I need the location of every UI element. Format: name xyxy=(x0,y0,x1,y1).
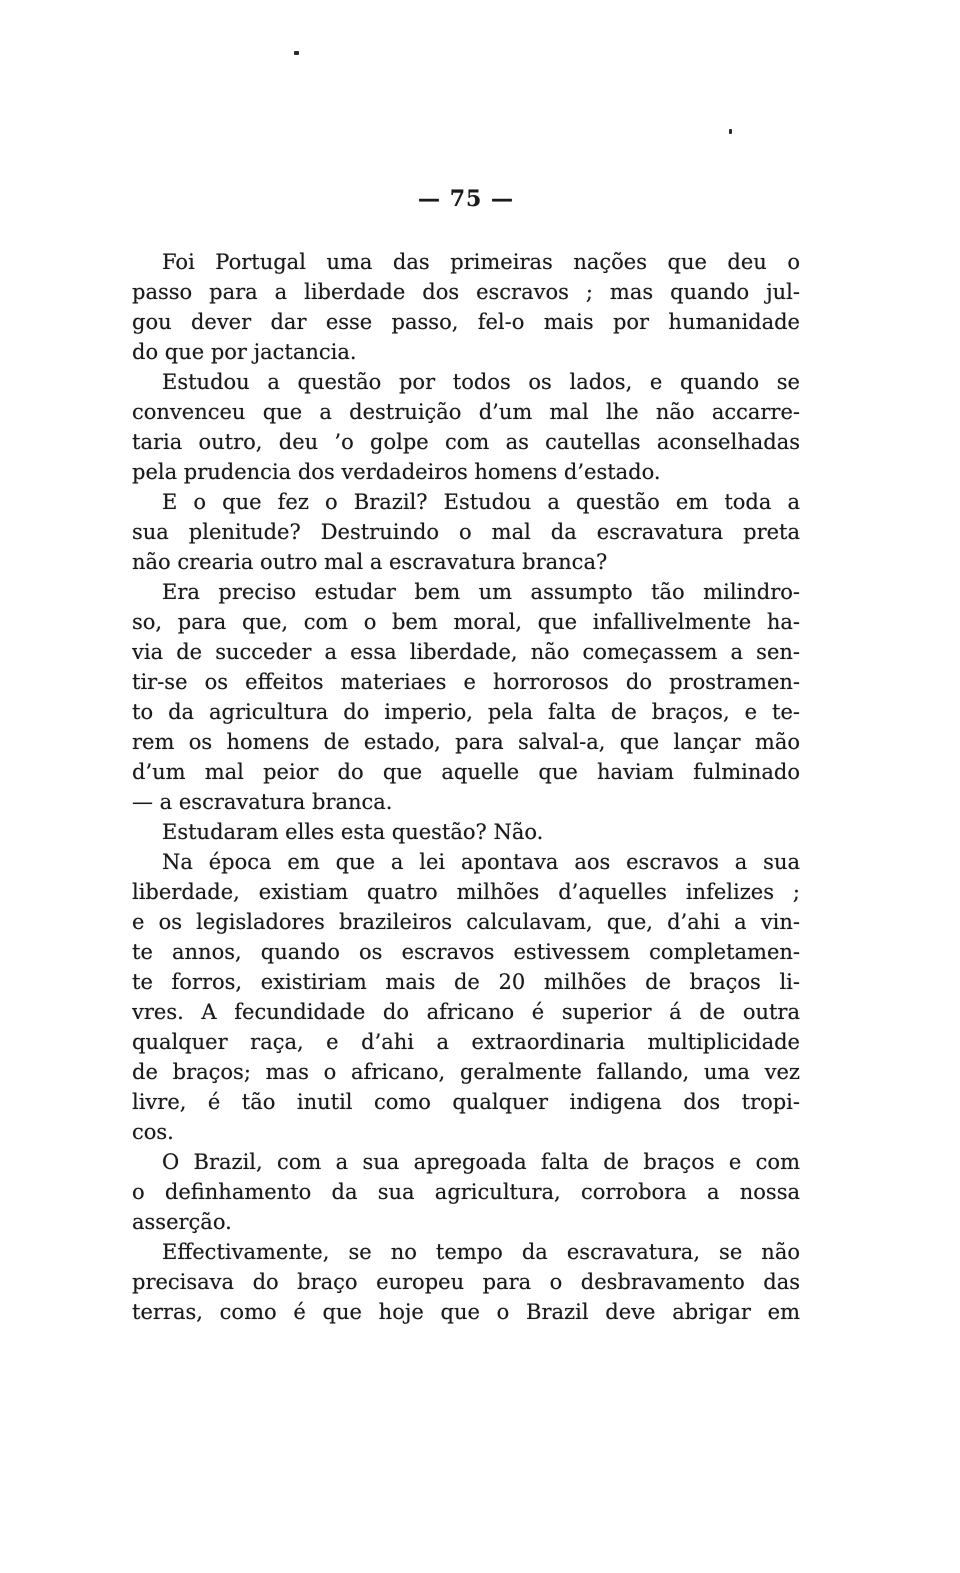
text-line: taria outro, deu ’o golpe com as cautellas aconselhadas xyxy=(132,430,800,454)
text-line: Na época em que a lei apontava aos escravos a sua xyxy=(162,850,800,874)
text-line: pela prudencia dos verdadeiros homens d’estado. xyxy=(132,460,661,484)
text-line: te annos, quando os escravos estivessem completamen- xyxy=(132,940,800,964)
text-line: cos. xyxy=(132,1120,174,1144)
text-line: e os legisladores brazileiros calculavam, que, d’ahi a vin- xyxy=(132,910,800,934)
text-line: so, para que, com o bem moral, que infallivelmente ha- xyxy=(132,610,800,634)
paragraph xyxy=(132,1237,800,1327)
text-line: Estudou a questão por todos os lados, e quando se xyxy=(162,370,800,394)
text-line: E o que fez o Brazil? Estudou a questão em toda a xyxy=(162,490,800,514)
text-line: via de succeder a essa liberdade, não começassem a sen- xyxy=(132,640,800,664)
text-line: terras, como é que hoje que o Brazil deve abrigar em xyxy=(132,1300,800,1324)
text-line: asserção. xyxy=(132,1210,232,1234)
text-line: to da agricultura do imperio, pela falta de braços, e te- xyxy=(132,700,800,724)
paragraph xyxy=(132,367,800,487)
text-line: O Brazil, com a sua apregoada falta de braços e com xyxy=(162,1150,800,1174)
page-number: — 75 — xyxy=(418,186,514,212)
text-line: passo para a liberdade dos escravos ; mas quando jul- xyxy=(132,280,800,304)
paragraph xyxy=(132,247,800,367)
scan-speck xyxy=(294,51,299,55)
text-line: precisava do braço europeu para o desbravamento das xyxy=(132,1270,800,1294)
text-line: vres. A fecundidade do africano é superior á de outra xyxy=(132,1000,800,1024)
text-line: — a escravatura branca. xyxy=(132,790,393,814)
text-line: do que por jactancia. xyxy=(132,340,357,364)
text-line: Estudaram elles esta questão? Não. xyxy=(162,820,544,844)
paragraph xyxy=(132,577,800,817)
page-text xyxy=(132,247,800,1327)
text-line: d’um mal peior do que aquelle que haviam fulminado xyxy=(132,760,800,784)
text-line: te forros, existiriam mais de 20 milhões de braços li- xyxy=(132,970,800,994)
text-line: gou dever dar esse passo, fel-o mais por humanidade xyxy=(132,310,800,334)
text-line: de braços; mas o africano, geralmente fallando, uma vez xyxy=(132,1060,800,1084)
text-line: Era preciso estudar bem um assumpto tão milindro- xyxy=(162,580,800,604)
paragraph xyxy=(132,487,800,577)
text-line: qualquer raça, e d’ahi a extraordinaria multiplicidade xyxy=(132,1030,800,1054)
text-line: o definhamento da sua agricultura, corrobora a nossa xyxy=(132,1180,800,1204)
text-line: não crearia outro mal a escravatura branca? xyxy=(132,550,608,574)
text-line: tir-se os effeitos materiaes e horrorosos do prostramen- xyxy=(132,670,800,694)
paragraph xyxy=(132,817,800,847)
text-line: Foi Portugal uma das primeiras nações que deu o xyxy=(162,250,800,274)
text-line: livre, é tão inutil como qualquer indigena dos tropi- xyxy=(132,1090,800,1114)
text-line: sua plenitude? Destruindo o mal da escravatura preta xyxy=(132,520,800,544)
text-line: convenceu que a destruição d’um mal lhe não accarre- xyxy=(132,400,800,424)
text-line: liberdade, existiam quatro milhões d’aquelles infelizes ; xyxy=(132,880,800,904)
text-line: rem os homens de estado, para salval-a, que lançar mão xyxy=(132,730,800,754)
scan-speck xyxy=(729,129,732,134)
paragraph xyxy=(132,847,800,1147)
paragraph xyxy=(132,1147,800,1237)
text-line: Effectivamente, se no tempo da escravatura, se não xyxy=(162,1240,800,1264)
